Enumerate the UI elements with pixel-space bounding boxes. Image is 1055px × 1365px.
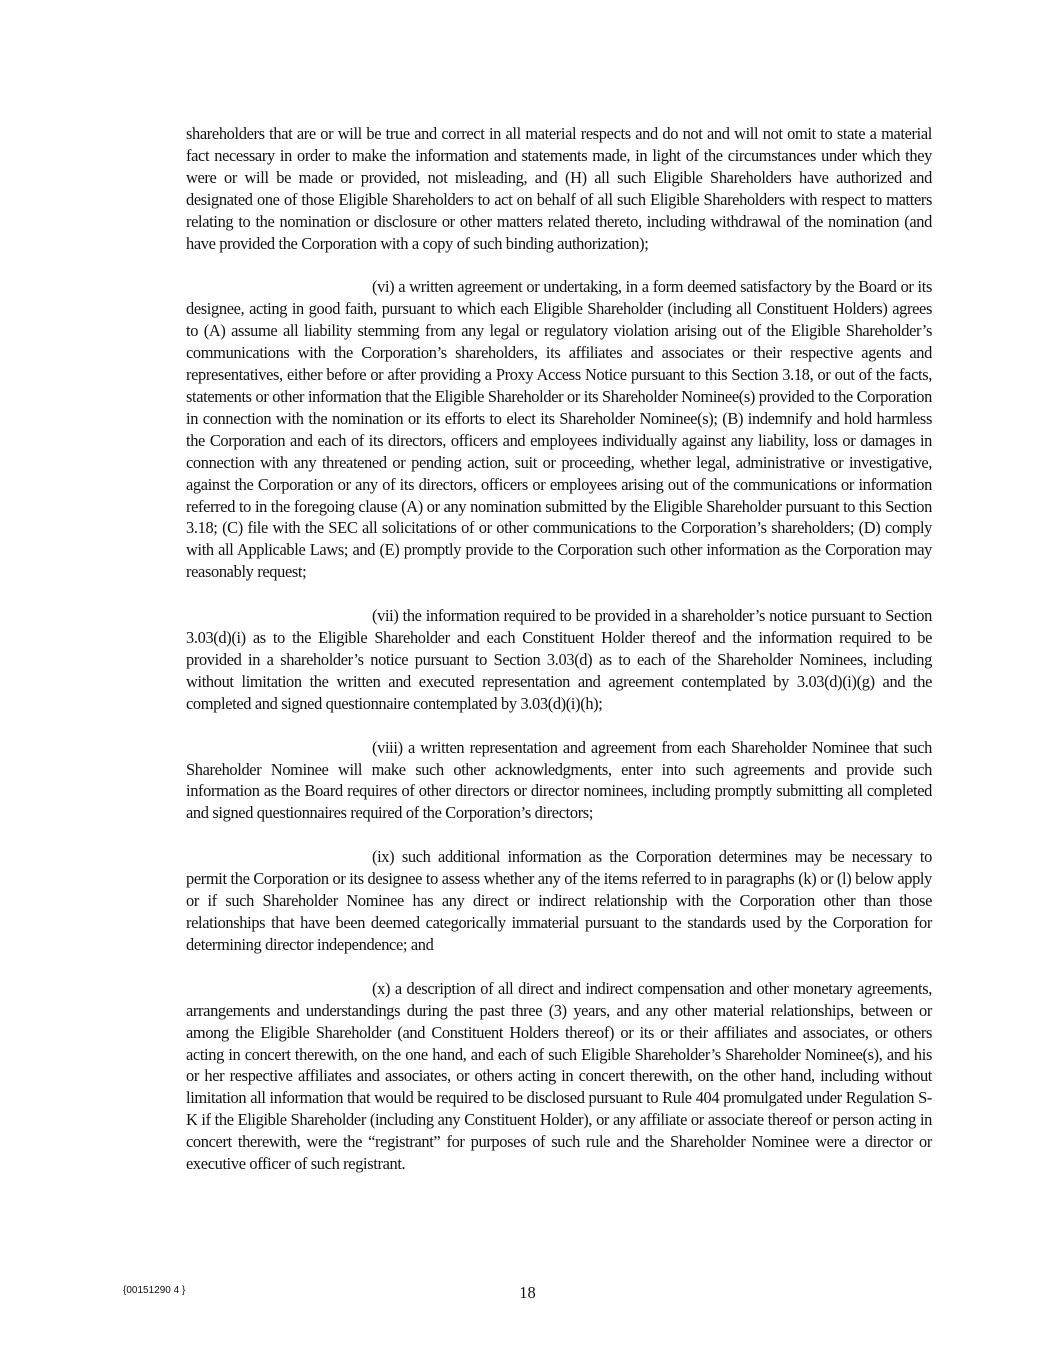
paragraph-ix: (ix) such additional information as the Corporation determines may be necessary to permit the Corporation or its designee to assess whether any of the items referred to in paragraphs (k) or (l) below apply or if such Shareholder Nominee has any direct or indirect relationship with the Corporation other than those relationships that have been deemed categorically immaterial pursuant to the standards used by the Corporation for determining director independence; and: [186, 847, 932, 954]
document-body: [186, 123, 932, 1197]
paragraph-vii: (vii) the information required to be provided in a shareholder’s notice pursuant to Section 3.03(d)(i) as to the Eligible Shareholder and each Constituent Holder thereof and the information required to be provided in a shareholder’s notice pursuant to Section 3.03(d) as to each of the Shareholder Nominees, including without limitation the written and executed representation and agreement contemplated by 3.03(d)(i)(g) and the completed and signed questionnaire contemplated by 3.03(d)(i)(h);: [186, 606, 932, 713]
paragraph-viii: (viii) a written representation and agreement from each Shareholder Nominee that such Shareholder Nominee will make such other acknowledgments, enter into such agreements and provide such information as the Board requires of other directors or director nominees, including promptly submitting all completed and signed questionnaires required of the Corporation’s directors;: [186, 737, 932, 823]
paragraph-x: (x) a description of all direct and indirect compensation and other monetary agreements, arrangements and understandings during the past three (3) years, and any other material relationships, between or among the Eligible Shareholder (and Constituent Holders thereof) or its or their affiliates and associates, or others acting in concert therewith, on the one hand, and each of such Eligible Shareholder’s Shareholder Nominee(s), and his or her respective affiliates and associates, or others acting in concert therewith, on the other hand, including without limitation all information that would be required to be disclosed pursuant to Rule 404 promulgated under Regulation S-K if the Eligible Shareholder (including any Constituent Holder), or any affiliate or associate thereof or person acting in concert therewith, were the “registrant” for purposes of such rule and the Shareholder Nominee were a director or executive officer of such registrant.: [186, 978, 932, 1174]
paragraph-vi: (vi) a written agreement or undertaking, in a form deemed satisfactory by the Board or its designee, acting in good faith, pursuant to which each Eligible Shareholder (including all Constituent Holders) agrees to (A) assume all liability stemming from any legal or regulatory violation arising out of the Eligible Shareholder’s communications with the Corporation’s shareholders, its affiliates and associates or their respective agents and representatives, either before or after providing a Proxy Access Notice pursuant to this Section 3.18, or out of the facts, statements or other information that the Eligible Shareholder or its Shareholder Nominee(s) provided to the Corporation in connection with the nomination or its efforts to elect its Shareholder Nominee(s); (B) indemnify and hold harmless the Corporation and each of its directors, officers and employees individually against any liability, loss or damages in connection with any threatened or pending action, suit or proceeding, whether legal, administrative or investigative, against the Corporation or any of its directors, officers or employees arising out of the communications or information referred to in the foregoing clause (A) or any nomination submitted by the Eligible Shareholder pursuant to this Section 3.18; (C) file with the SEC all solicitations of or other communications to the Corporation’s shareholders; (D) comply with all Applicable Laws; and (E) promptly provide to the Corporation such other information as the Corporation may reasonably request;: [186, 277, 932, 582]
page-number: 18: [519, 1283, 536, 1302]
paragraph-continuation: shareholders that are or will be true and correct in all material respects and do not and will not omit to state a material fact necessary in order to make the information and statements made, in light of the circumstances under which they were or will be made or provided, not misleading, and (H) all such Eligible Shareholders have authorized and designated one of those Eligible Shareholders to act on behalf of all such Eligible Shareholders with respect to matters relating to the nomination or disclosure or other matters related thereto, including withdrawal of the nomination (and have provided the Corporation with a copy of such binding authorization);: [186, 124, 932, 253]
footer-document-id: {00151290 4 }: [123, 1285, 186, 1296]
